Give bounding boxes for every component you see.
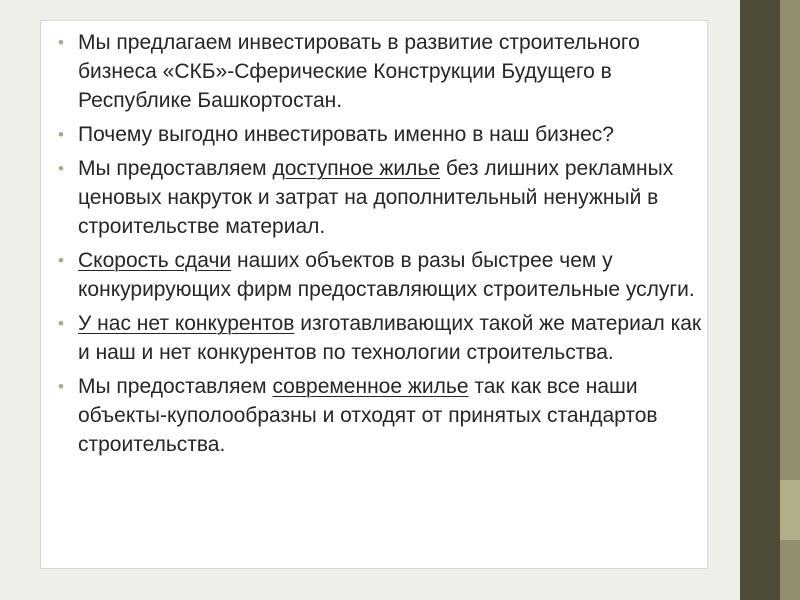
- bullet-item-delivery-speed: [58, 246, 708, 304]
- bullet-text-suffix: изготавливающих такой же материал как и наш и нет конкурентов по технологии строительства.: [78, 312, 702, 364]
- bullet-icon: •: [58, 314, 64, 333]
- sidebar-light-block: [780, 480, 800, 540]
- underlined-phrase: Скорость сдачи: [78, 249, 232, 272]
- bullet-text-prefix: Мы предоставляем: [78, 157, 273, 180]
- bullet-text-suffix: без лишних рекламных ценовых накруток и затрат на дополнительный ненужный в строительстве материал.: [78, 157, 674, 238]
- bullet-icon: •: [58, 33, 64, 52]
- bullet-item-invest-offer: [58, 28, 708, 115]
- bullet-icon: •: [58, 251, 64, 270]
- bullet-icon: •: [58, 125, 64, 144]
- bullet-text: Мы предлагаем инвестировать в развитие строительного бизнеса «СКБ»-Сферические Конструкции Будущего в Республике Башкортостан.: [78, 31, 640, 112]
- bullet-item-no-competitors: [58, 309, 708, 367]
- bullet-item-affordable-housing: [58, 154, 708, 241]
- underlined-phrase: У нас нет конкурентов: [78, 312, 295, 335]
- bullet-text-prefix: Мы предоставляем: [78, 375, 273, 398]
- underlined-phrase: современное жилье: [272, 375, 469, 398]
- bullet-text-suffix: наших объектов в разы быстрее чем у конкурирующих фирм предоставляющих строительные услуги.: [78, 249, 695, 301]
- sidebar-olive-block-bottom: [780, 540, 800, 600]
- bullet-text-suffix: так как все наши объекты-куполообразны и отходят от принятых стандартов строительства.: [78, 375, 658, 456]
- bullet-list: [58, 28, 708, 464]
- bullet-item-why-invest: [58, 120, 708, 149]
- underlined-phrase: доступное жилье: [272, 157, 441, 180]
- sidebar-olive-block-top: [780, 0, 800, 480]
- bullet-text: Почему выгодно инвестировать именно в наш бизнес?: [78, 123, 614, 146]
- bullet-icon: •: [58, 159, 64, 178]
- sidebar-dark-strip: [740, 0, 780, 600]
- bullet-icon: •: [58, 377, 64, 396]
- bullet-item-modern-housing: [58, 372, 708, 459]
